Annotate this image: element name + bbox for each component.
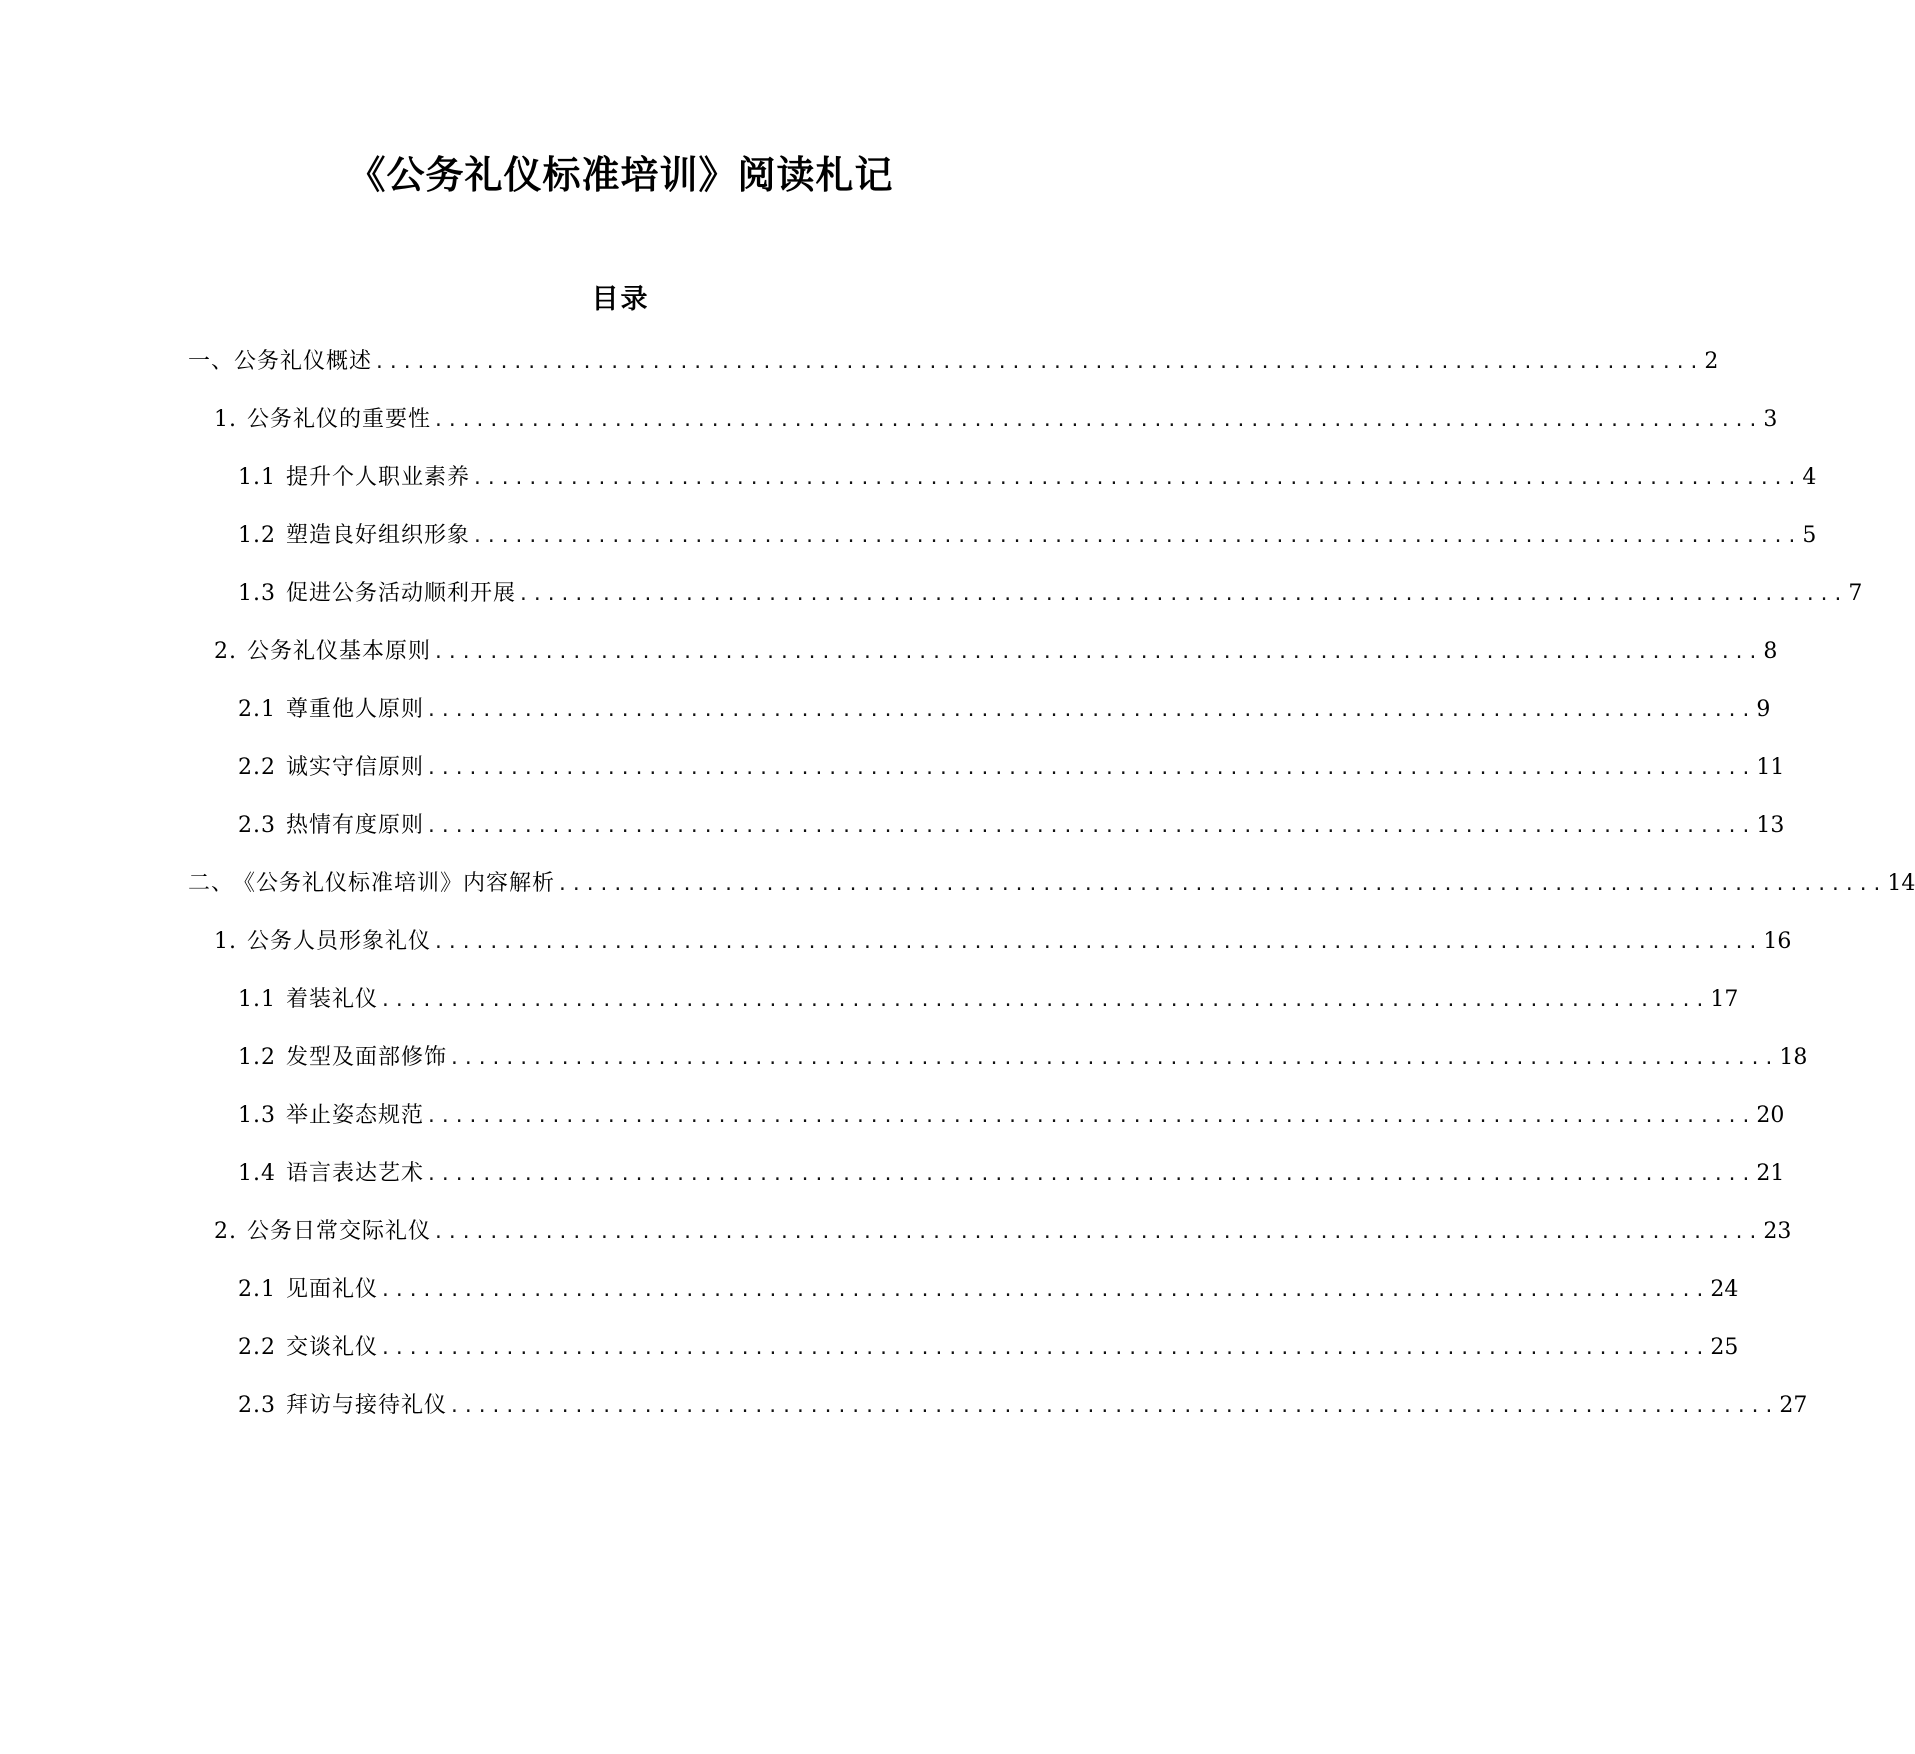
toc-entry-label (238, 1154, 424, 1194)
toc-entry-title: 见面礼仪 (286, 1277, 379, 1302)
toc-entry-page: 27 (1779, 1393, 1808, 1418)
toc-entry-title: 热情有度原则 (286, 813, 425, 838)
toc-entry-page: 16 (1763, 929, 1792, 954)
toc-entry-number: 1. (214, 929, 237, 954)
toc-entry-label (238, 516, 470, 556)
toc-entry-page: 24 (1710, 1277, 1739, 1302)
toc-entry-number: 2.3 (238, 1393, 276, 1418)
toc-entry-page: 21 (1756, 1161, 1785, 1186)
toc-entry-label (238, 1038, 447, 1078)
dot-leader: ................................................................................................ (449, 1048, 1778, 1069)
toc-entry-page: 4 (1802, 465, 1817, 490)
toc-entry-label (238, 1270, 378, 1310)
toc-entry-label (214, 400, 431, 440)
dot-leader: ................................................................................................ (518, 584, 1847, 605)
toc-entry-section[interactable] (214, 1212, 1792, 1252)
dot-leader: ................................................................................................ (426, 1164, 1755, 1185)
toc-entry-title: 举止姿态规范 (286, 1103, 425, 1128)
toc-entry-label (214, 632, 431, 672)
toc-entry-subsection[interactable] (238, 980, 1739, 1020)
toc-entry-subsection[interactable] (238, 458, 1817, 498)
toc-entry-title: 发型及面部修饰 (286, 1045, 448, 1070)
dot-leader: ................................................................................................ (426, 758, 1755, 779)
toc-entry-number: 1.2 (238, 1045, 276, 1070)
toc-entry-page: 7 (1848, 581, 1863, 606)
toc-entry-title: 交谈礼仪 (286, 1335, 379, 1360)
toc-entry-label (238, 1328, 378, 1368)
toc-entry-page: 13 (1756, 813, 1785, 838)
dot-leader: ................................................................................................ (433, 642, 1762, 663)
dot-leader: ................................................................................................ (380, 1280, 1709, 1301)
toc-entry-page: 20 (1756, 1103, 1785, 1128)
toc-entry-label (238, 1096, 424, 1136)
toc-entry-number: 1.1 (238, 987, 276, 1012)
toc-entry-number: 二、 (188, 871, 235, 896)
toc-entry-number: 1. (214, 407, 237, 432)
toc-entry-label (188, 864, 555, 904)
toc-entry-page: 8 (1763, 639, 1778, 664)
toc-entry-chapter[interactable] (188, 342, 1719, 382)
document-title: 《公务礼仪标准培训》阅读札记 (347, 152, 894, 197)
toc-entry-number: 1.3 (238, 581, 276, 606)
toc-entry-subsection[interactable] (238, 1154, 1785, 1194)
toc-entry-subsection[interactable] (238, 806, 1785, 846)
dot-leader: ................................................................................................ (557, 874, 1886, 895)
toc-entry-title: 尊重他人原则 (286, 697, 425, 722)
toc-entry-number: 1.3 (238, 1103, 276, 1128)
toc-entry-number: 2.3 (238, 813, 276, 838)
toc-entry-subsection[interactable] (238, 1328, 1739, 1368)
toc-entry-title: 公务人员形象礼仪 (247, 929, 432, 954)
toc-entry-subsection[interactable] (238, 516, 1817, 556)
toc-entry-subsection[interactable] (238, 748, 1785, 788)
toc-entry-title: 公务礼仪基本原则 (247, 639, 432, 664)
toc-entry-title: 促进公务活动顺利开展 (286, 581, 517, 606)
toc-entry-title: 公务日常交际礼仪 (247, 1219, 432, 1244)
toc-entry-label (238, 748, 424, 788)
toc-entry-number: 2.2 (238, 755, 276, 780)
toc-entry-page: 18 (1779, 1045, 1808, 1070)
dot-leader: ................................................................................................ (380, 1338, 1709, 1359)
toc-entry-page: 25 (1710, 1335, 1739, 1360)
toc-entry-page: 3 (1763, 407, 1778, 432)
toc-entry-title: 诚实守信原则 (286, 755, 425, 780)
toc-entry-section[interactable] (214, 632, 1778, 672)
dot-leader: ................................................................................................ (380, 990, 1709, 1011)
toc-entry-label (238, 806, 424, 846)
toc-entry-subsection[interactable] (238, 1386, 1808, 1426)
toc-entry-section[interactable] (214, 922, 1792, 962)
toc-entry-title: 着装礼仪 (286, 987, 379, 1012)
toc-entry-subsection[interactable] (238, 1038, 1808, 1078)
toc-entry-number: 一、 (188, 349, 235, 374)
toc-entry-title: 公务礼仪概述 (234, 349, 373, 374)
toc-entry-title: 拜访与接待礼仪 (286, 1393, 448, 1418)
toc-entry-subsection[interactable] (238, 1270, 1739, 1310)
dot-leader: ................................................................................................ (374, 352, 1703, 373)
toc-entry-label (214, 922, 431, 962)
toc-entry-number: 2.1 (238, 1277, 276, 1302)
toc-entry-page: 5 (1802, 523, 1817, 548)
dot-leader: ................................................................................................ (472, 526, 1801, 547)
toc-entry-label (238, 458, 470, 498)
toc-entry-label (214, 1212, 431, 1252)
dot-leader: ................................................................................................ (472, 468, 1801, 489)
toc-entry-title: 提升个人职业素养 (286, 465, 471, 490)
toc-entry-number: 1.1 (238, 465, 276, 490)
dot-leader: ................................................................................................ (426, 700, 1755, 721)
toc-entry-page: 2 (1704, 349, 1719, 374)
dot-leader: ................................................................................................ (426, 1106, 1755, 1127)
toc-entry-label (238, 1386, 447, 1426)
dot-leader: ................................................................................................ (449, 1396, 1778, 1417)
toc-entry-number: 2.1 (238, 697, 276, 722)
toc-heading: 目录 (591, 284, 650, 315)
dot-leader: ................................................................................................ (433, 410, 1762, 431)
toc-entry-number: 1.4 (238, 1161, 276, 1186)
toc-entry-title: 《公务礼仪标准培训》内容解析 (244, 871, 556, 896)
toc-entry-number: 2.2 (238, 1335, 276, 1360)
dot-leader: ................................................................................................ (433, 932, 1762, 953)
toc-entry-label (188, 342, 372, 382)
dot-leader: ................................................................................................ (433, 1222, 1762, 1243)
toc-entry-title: 塑造良好组织形象 (286, 523, 471, 548)
toc-entry-page: 9 (1756, 697, 1771, 722)
toc-entry-section[interactable] (214, 400, 1778, 440)
toc-entry-title: 公务礼仪的重要性 (247, 407, 432, 432)
toc-entry-page: 17 (1710, 987, 1739, 1012)
toc-entry-number: 2. (214, 639, 237, 664)
dot-leader: ................................................................................................ (426, 816, 1755, 837)
toc-entry-page: 14 (1887, 871, 1915, 896)
toc-entry-label (238, 574, 516, 614)
toc-entry-subsection[interactable] (238, 574, 1863, 614)
toc-entry-label (238, 980, 378, 1020)
toc-entry-number: 1.2 (238, 523, 276, 548)
toc-entry-title: 语言表达艺术 (286, 1161, 425, 1186)
toc-entry-subsection[interactable] (238, 690, 1771, 730)
toc-entry-chapter[interactable] (188, 864, 1915, 904)
toc-entry-number: 2. (214, 1219, 237, 1244)
toc-entry-label (238, 690, 424, 730)
toc-entry-page: 23 (1763, 1219, 1792, 1244)
toc-entry-subsection[interactable] (238, 1096, 1785, 1136)
toc-entry-page: 11 (1756, 755, 1785, 780)
